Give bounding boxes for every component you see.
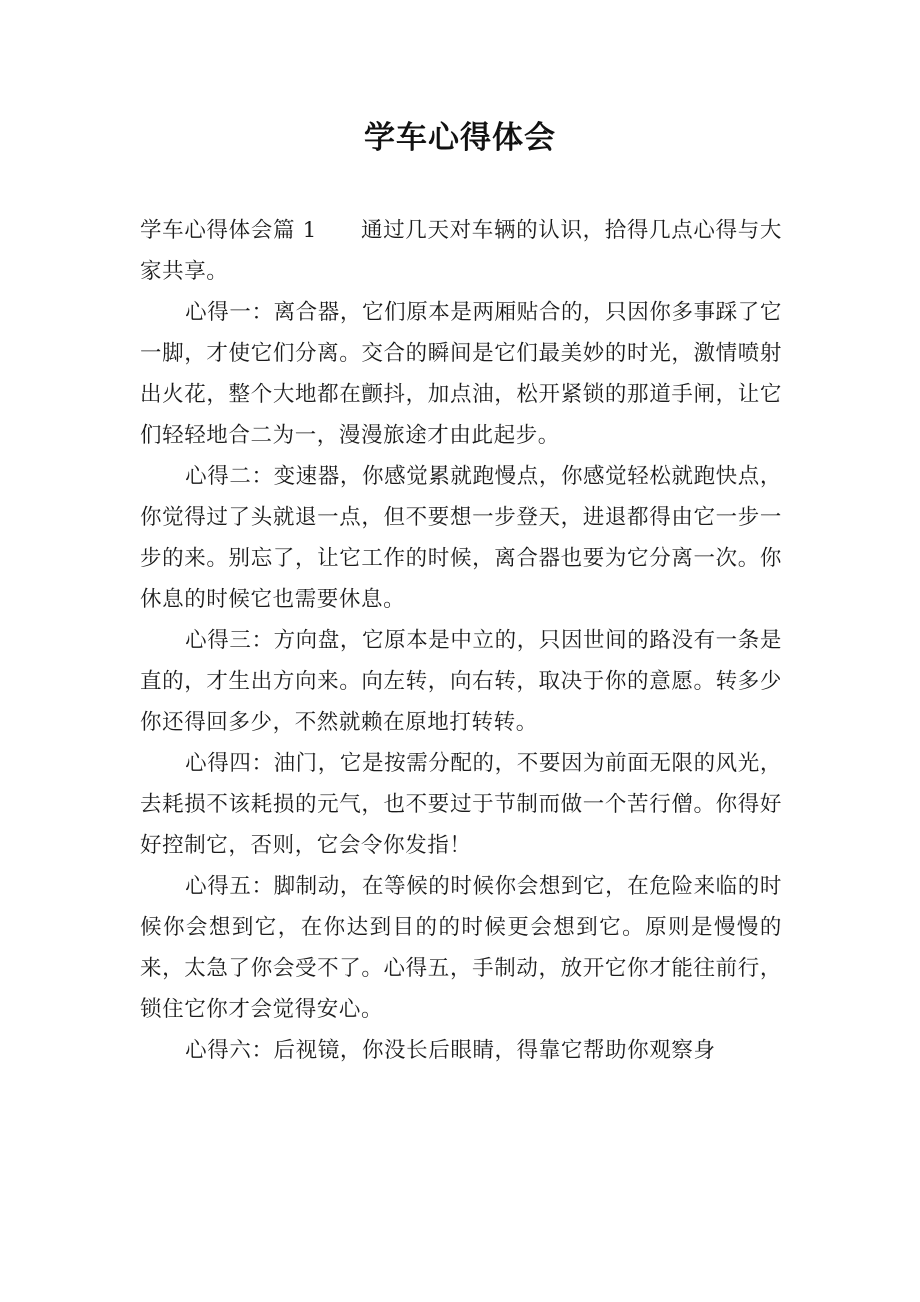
paragraph-clutch: 心得一：离合器，它们原本是两厢贴合的，只因你多事踩了它一脚，才使它们分离。交合的瞬间是它们最美妙的时光，激情喷射出火花，整个大地都在颤抖，加点油，松开紧锁的那道手闸，让它们轻轻地合二为一，漫漫旅途才由此起步。 [140, 300, 782, 448]
paragraph-mirror: 心得六：后视镜，你没长后眼睛，得靠它帮助你观察身 [185, 1038, 716, 1063]
document-body [140, 210, 782, 1071]
intro-paragraph [140, 210, 782, 292]
section-label: 学车心得体会篇 1 [140, 218, 317, 243]
document-title: 学车心得体会 [364, 120, 556, 156]
intro-text: 通过几天对车辆的认识，拾得几点心得与大家共享。 [140, 218, 783, 284]
paragraph-gearbox: 心得二：变速器，你感觉累就跑慢点，你感觉轻松就跑快点，你觉得过了头就退一点，但不要想一步登天，进退都得由它一步一步的来。别忘了，让它工作的时候，离合器也要为它分离一次。你休息的时候它也需要休息。 [140, 464, 782, 612]
paragraph-steering-wheel: 心得三：方向盘，它原本是中立的，只因世间的路没有一条是直的，才生出方向来。向左转，向右转，取决于你的意愿。转多少你还得回多少，不然就赖在原地打转转。 [140, 628, 782, 735]
paragraph-throttle: 心得四：油门，它是按需分配的，不要因为前面无限的风光，去耗损不该耗损的元气，也不要过于节制而做一个苦行僧。你得好好控制它，否则，它会令你发指！ [140, 751, 782, 858]
paragraph-brake: 心得五：脚制动，在等候的时候你会想到它，在危险来临的时候你会想到它，在你达到目的的时候更会想到它。原则是慢慢的来，太急了你会受不了。心得五，手制动，放开它你才能往前行，锁住它你才会觉得安心。 [140, 874, 782, 1022]
